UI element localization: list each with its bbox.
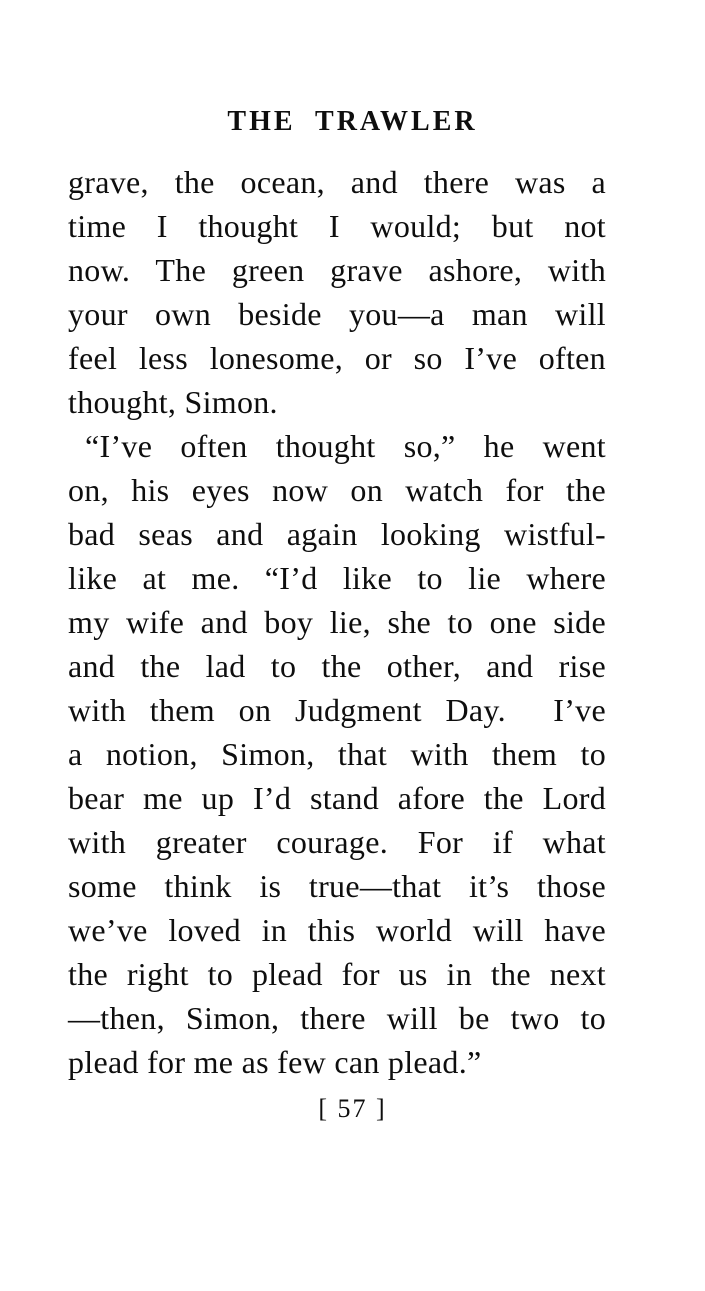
page-number: [ 57 ] bbox=[318, 1094, 387, 1123]
text-line: a notion, Simon, that with them to bbox=[68, 736, 606, 772]
text-line: on, his eyes now on watch for the bbox=[68, 472, 606, 508]
text-line: with them on Judgment Day. I’ve bbox=[68, 692, 606, 728]
text-line: the right to plead for us in the next bbox=[68, 956, 606, 992]
text-line: we’ve loved in this world will have bbox=[68, 912, 606, 948]
text-line: thought, Simon. bbox=[68, 384, 278, 420]
text-line: “I’ve often thought so,” he went bbox=[85, 428, 606, 464]
text-line: like at me. “I’d like to lie where bbox=[68, 560, 606, 596]
text-line: my wife and boy lie, she to one side bbox=[68, 604, 606, 640]
text-line: grave, the ocean, and there was a bbox=[68, 164, 606, 200]
text-line: bear me up I’d stand afore the Lord bbox=[68, 780, 606, 816]
text-line: now. The green grave ashore, with bbox=[68, 252, 606, 288]
text-line: —then, Simon, there will be two to bbox=[68, 1000, 606, 1036]
text-line: bad seas and again looking wistful- bbox=[68, 516, 606, 552]
text-line: time I thought I would; but not bbox=[68, 208, 606, 244]
page-title: THE TRAWLER bbox=[227, 106, 478, 137]
book-page bbox=[0, 106, 705, 1291]
text-line: feel less lonesome, or so I’ve often bbox=[68, 340, 606, 376]
text-line: some think is true—that it’s those bbox=[68, 868, 606, 904]
text-body bbox=[68, 160, 606, 1084]
text-line: and the lad to the other, and rise bbox=[68, 648, 606, 684]
text-line: with greater courage. For if what bbox=[68, 824, 606, 860]
text-line: plead for me as few can plead.” bbox=[68, 1044, 482, 1080]
text-line: your own beside you—a man will bbox=[68, 296, 606, 332]
